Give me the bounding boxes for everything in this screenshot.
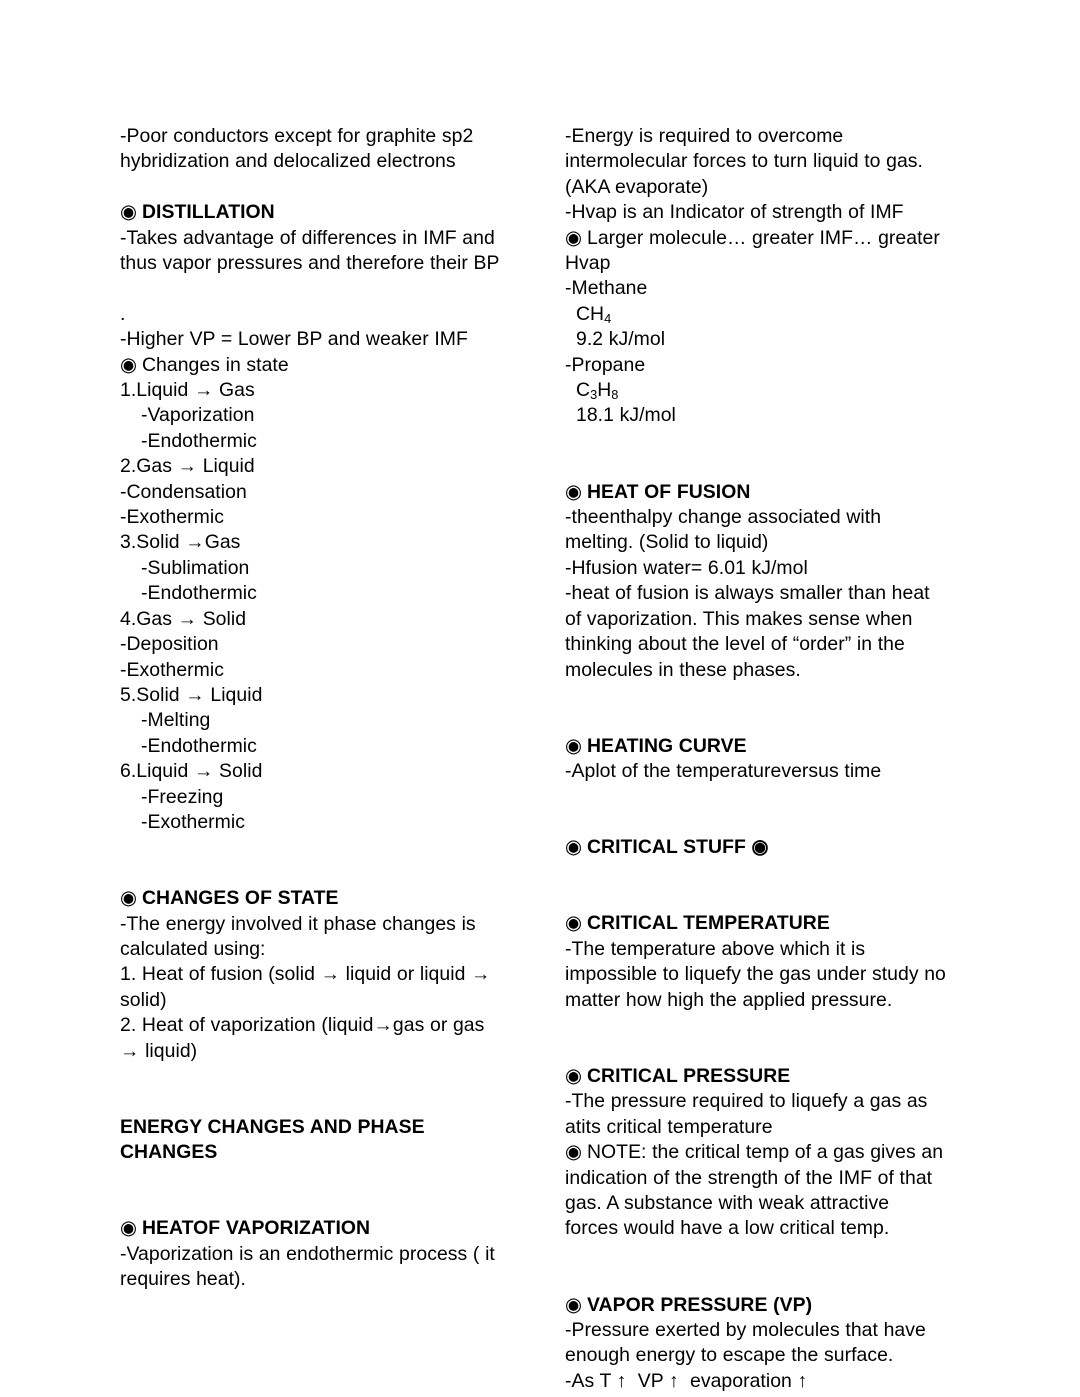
note-line	[565, 403, 960, 428]
blank-line	[565, 810, 960, 835]
blank-line	[565, 886, 960, 911]
line-text: indication of the strength of the IMF of that	[565, 1166, 933, 1189]
chemical-formula	[565, 378, 960, 403]
note-line	[120, 505, 515, 530]
line-text: -Hvap is an Indicator of strength of IMF	[565, 201, 904, 224]
line-text: enough energy to escape the surface.	[565, 1344, 894, 1367]
line-text: CHANGES OF STATE	[141, 887, 339, 910]
note-line	[120, 759, 515, 784]
line-text: .	[120, 302, 126, 325]
line-text: solid)	[120, 988, 167, 1011]
note-line	[565, 556, 960, 581]
line-text: HEATING CURVE	[586, 734, 747, 757]
line-text: -Vaporization	[141, 404, 255, 427]
note-line	[120, 1039, 515, 1064]
note-line	[565, 581, 960, 606]
line-text: -The temperature above which it is	[565, 937, 866, 960]
line-text: atits critical temperature	[565, 1115, 773, 1138]
blank-line	[565, 861, 960, 886]
note-line	[565, 759, 960, 784]
line-text: matter how high the applied pressure.	[565, 988, 893, 1011]
note-line	[120, 734, 515, 759]
note-line	[120, 251, 515, 276]
fisheye-bullet-icon: ◉	[565, 1141, 582, 1164]
line-text: requires heat).	[120, 1268, 246, 1291]
note-line	[565, 276, 960, 301]
blank-line	[120, 861, 515, 886]
note-line	[565, 1343, 960, 1368]
line-text: hybridization and delocalized electrons	[120, 150, 456, 173]
note-line	[120, 581, 515, 606]
line-text: molecules in these phases.	[565, 658, 801, 681]
note-line	[120, 149, 515, 174]
line-text: -Sublimation	[141, 556, 250, 579]
note-line	[120, 988, 515, 1013]
line-text: -heat of fusion is always smaller than heat	[565, 582, 930, 605]
note-line	[120, 480, 515, 505]
line-text: calculated using:	[120, 937, 266, 960]
note-line	[120, 810, 515, 835]
line-text: DISTILLATION	[141, 201, 275, 224]
note-line	[565, 1369, 960, 1394]
section-heading	[120, 1140, 515, 1165]
blank-line	[565, 1267, 960, 1292]
note-line	[120, 962, 515, 987]
line-text: 1. Heat of fusion (solid → liquid or liquid →	[120, 963, 491, 986]
line-text: -Exothermic	[120, 658, 224, 681]
line-text: -Energy is required to overcome	[565, 125, 844, 147]
line-text: -Propane	[565, 353, 646, 376]
line-text: Changes in state	[141, 353, 289, 376]
formula-text: CH	[576, 302, 605, 325]
line-text: -Exothermic	[120, 506, 224, 529]
line-text: -Melting	[141, 709, 211, 732]
note-line	[565, 124, 960, 149]
line-text: VAPOR PRESSURE (VP)	[586, 1293, 813, 1316]
note-line	[565, 251, 960, 276]
line-text: Hvap	[565, 252, 611, 275]
note-line	[565, 988, 960, 1013]
note-line	[120, 378, 515, 403]
line-text: -Methane	[565, 277, 648, 300]
left-text-column	[120, 124, 515, 1293]
line-text: 9.2 kJ/mol	[576, 328, 666, 351]
fisheye-bullet-icon: ◉	[565, 480, 582, 503]
line-text: -Poor conductors except for graphite sp2	[120, 125, 474, 147]
note-line	[120, 556, 515, 581]
note-line	[120, 912, 515, 937]
line-text: CRITICAL PRESSURE	[586, 1064, 791, 1087]
note-line	[565, 200, 960, 225]
note-line	[120, 658, 515, 683]
line-text: -Freezing	[141, 785, 224, 808]
note-line	[120, 327, 515, 352]
line-text: -Vaporization is an endothermic process ( it	[120, 1242, 495, 1265]
line-text: thinking about the level of “order” in the	[565, 633, 905, 656]
line-text: Larger molecule… greater IMF… greater	[586, 226, 940, 249]
line-text: 6.Liquid → Solid	[120, 760, 263, 783]
note-line	[565, 530, 960, 555]
formula-subscript: 8	[611, 386, 619, 402]
section-heading	[565, 1293, 960, 1318]
line-text: -As T ↑ VP ↑ evaporation ↑	[565, 1369, 808, 1392]
section-heading	[565, 1064, 960, 1089]
line-text: -Aplot of the temperatureversus time	[565, 760, 882, 783]
fisheye-bullet-icon: ◉	[120, 1217, 137, 1240]
note-line	[120, 683, 515, 708]
line-text: NOTE: the critical temp of a gas gives an	[586, 1141, 944, 1164]
note-line	[120, 632, 515, 657]
line-text: -Exothermic	[141, 810, 245, 833]
formula-subscript: 4	[604, 310, 612, 326]
note-line	[120, 1242, 515, 1267]
note-line	[565, 175, 960, 200]
note-line	[565, 1140, 960, 1165]
note-line	[120, 1013, 515, 1038]
line-text: -The pressure required to liquefy a gas as	[565, 1090, 928, 1113]
note-line	[565, 1216, 960, 1241]
line-text: CRITICAL TEMPERATURE	[586, 912, 830, 935]
blank-line	[120, 1166, 515, 1191]
note-line	[565, 632, 960, 657]
section-heading	[565, 734, 960, 759]
section-heading	[120, 886, 515, 911]
note-line	[565, 1318, 960, 1343]
note-line	[120, 1267, 515, 1292]
line-text: -theenthalpy change associated with	[565, 506, 882, 529]
line-text: (AKA evaporate)	[565, 175, 709, 198]
note-line	[120, 785, 515, 810]
fisheye-bullet-icon: ◉	[565, 836, 582, 859]
line-text: CHANGES	[120, 1141, 218, 1164]
note-line	[565, 1115, 960, 1140]
section-heading	[565, 480, 960, 505]
blank-line	[120, 835, 515, 860]
note-line	[120, 302, 515, 327]
fisheye-bullet-icon: ◉	[565, 734, 582, 757]
section-heading	[565, 911, 960, 936]
note-line	[120, 530, 515, 555]
fisheye-bullet-icon: ◉	[120, 887, 137, 910]
note-line	[565, 353, 960, 378]
line-text: -Endothermic	[141, 734, 257, 757]
fisheye-bullet-icon: ◉	[120, 201, 137, 224]
line-text: forces would have a low critical temp.	[565, 1217, 890, 1240]
line-text: → liquid)	[120, 1039, 198, 1062]
two-column-layout	[120, 124, 970, 1394]
fisheye-bullet-icon: ◉	[565, 1293, 582, 1316]
fisheye-bullet-icon: ◉	[565, 226, 582, 249]
blank-line	[565, 1242, 960, 1267]
line-text: -Endothermic	[141, 582, 257, 605]
formula-text: C	[576, 379, 591, 402]
note-line	[565, 658, 960, 683]
line-text: -Higher VP = Lower BP and weaker IMF	[120, 328, 468, 351]
fisheye-bullet-icon: ◉	[565, 1064, 582, 1087]
note-line	[120, 226, 515, 251]
blank-line	[565, 683, 960, 708]
formula-subscript: 3	[590, 386, 598, 402]
blank-line	[565, 429, 960, 454]
line-text: 4.Gas → Solid	[120, 607, 247, 630]
line-text: -Takes advantage of differences in IMF and	[120, 226, 495, 249]
line-text: melting. (Solid to liquid)	[565, 531, 769, 554]
line-text: -Hfusion water= 6.01 kJ/mol	[565, 556, 808, 579]
formula-text: H	[597, 379, 612, 402]
note-line	[120, 708, 515, 733]
line-text: of vaporization. This makes sense when	[565, 607, 913, 630]
note-line	[565, 149, 960, 174]
fisheye-bullet-icon: ◉	[120, 353, 137, 376]
section-heading	[565, 835, 960, 860]
note-line	[120, 124, 515, 149]
blank-line	[120, 1089, 515, 1114]
line-text: 1.Liquid → Gas	[120, 379, 255, 402]
section-heading	[120, 1216, 515, 1241]
note-line	[120, 429, 515, 454]
note-line	[120, 353, 515, 378]
blank-line	[565, 1013, 960, 1038]
blank-line	[120, 1191, 515, 1216]
line-text: -Deposition	[120, 633, 219, 656]
note-line	[120, 403, 515, 428]
blank-line	[565, 708, 960, 733]
note-line	[565, 937, 960, 962]
section-heading	[120, 1115, 515, 1140]
line-text: -Endothermic	[141, 429, 257, 452]
blank-line	[120, 276, 515, 301]
blank-line	[120, 1064, 515, 1089]
note-line	[565, 505, 960, 530]
chemical-formula	[565, 302, 960, 327]
line-text: ENERGY CHANGES AND PHASE	[120, 1115, 425, 1138]
note-line	[120, 454, 515, 479]
fisheye-bullet-icon: ◉	[565, 912, 582, 935]
line-text: HEAT OF FUSION	[586, 480, 751, 503]
line-text: 2. Heat of vaporization (liquid→gas or gas	[120, 1014, 485, 1037]
line-text: gas. A substance with weak attractive	[565, 1191, 890, 1214]
line-text: impossible to liquefy the gas under study no	[565, 963, 946, 986]
line-text: -The energy involved it phase changes is	[120, 912, 476, 935]
line-text: 5.Solid → Liquid	[120, 683, 263, 706]
line-text: HEATOF VAPORIZATION	[141, 1217, 371, 1240]
right-text-column	[565, 124, 960, 1394]
note-line	[120, 937, 515, 962]
note-line	[565, 607, 960, 632]
note-line	[565, 962, 960, 987]
section-heading	[120, 200, 515, 225]
line-text: 2.Gas → Liquid	[120, 455, 255, 478]
line-text: CRITICAL STUFF ◉	[586, 836, 769, 859]
blank-line	[565, 785, 960, 810]
note-line	[565, 1166, 960, 1191]
note-line	[565, 226, 960, 251]
blank-line	[565, 454, 960, 479]
note-line	[120, 607, 515, 632]
note-line	[565, 327, 960, 352]
line-text: thus vapor pressures and therefore their BP	[120, 252, 500, 275]
line-text: 3.Solid →Gas	[120, 531, 241, 554]
note-line	[565, 1191, 960, 1216]
line-text: 18.1 kJ/mol	[576, 404, 676, 427]
line-text: intermolecular forces to turn liquid to gas.	[565, 150, 923, 173]
line-text: -Condensation	[120, 480, 247, 503]
blank-line	[565, 1038, 960, 1063]
line-text: -Pressure exerted by molecules that have	[565, 1318, 926, 1341]
blank-line	[120, 175, 515, 200]
note-line	[565, 1089, 960, 1114]
